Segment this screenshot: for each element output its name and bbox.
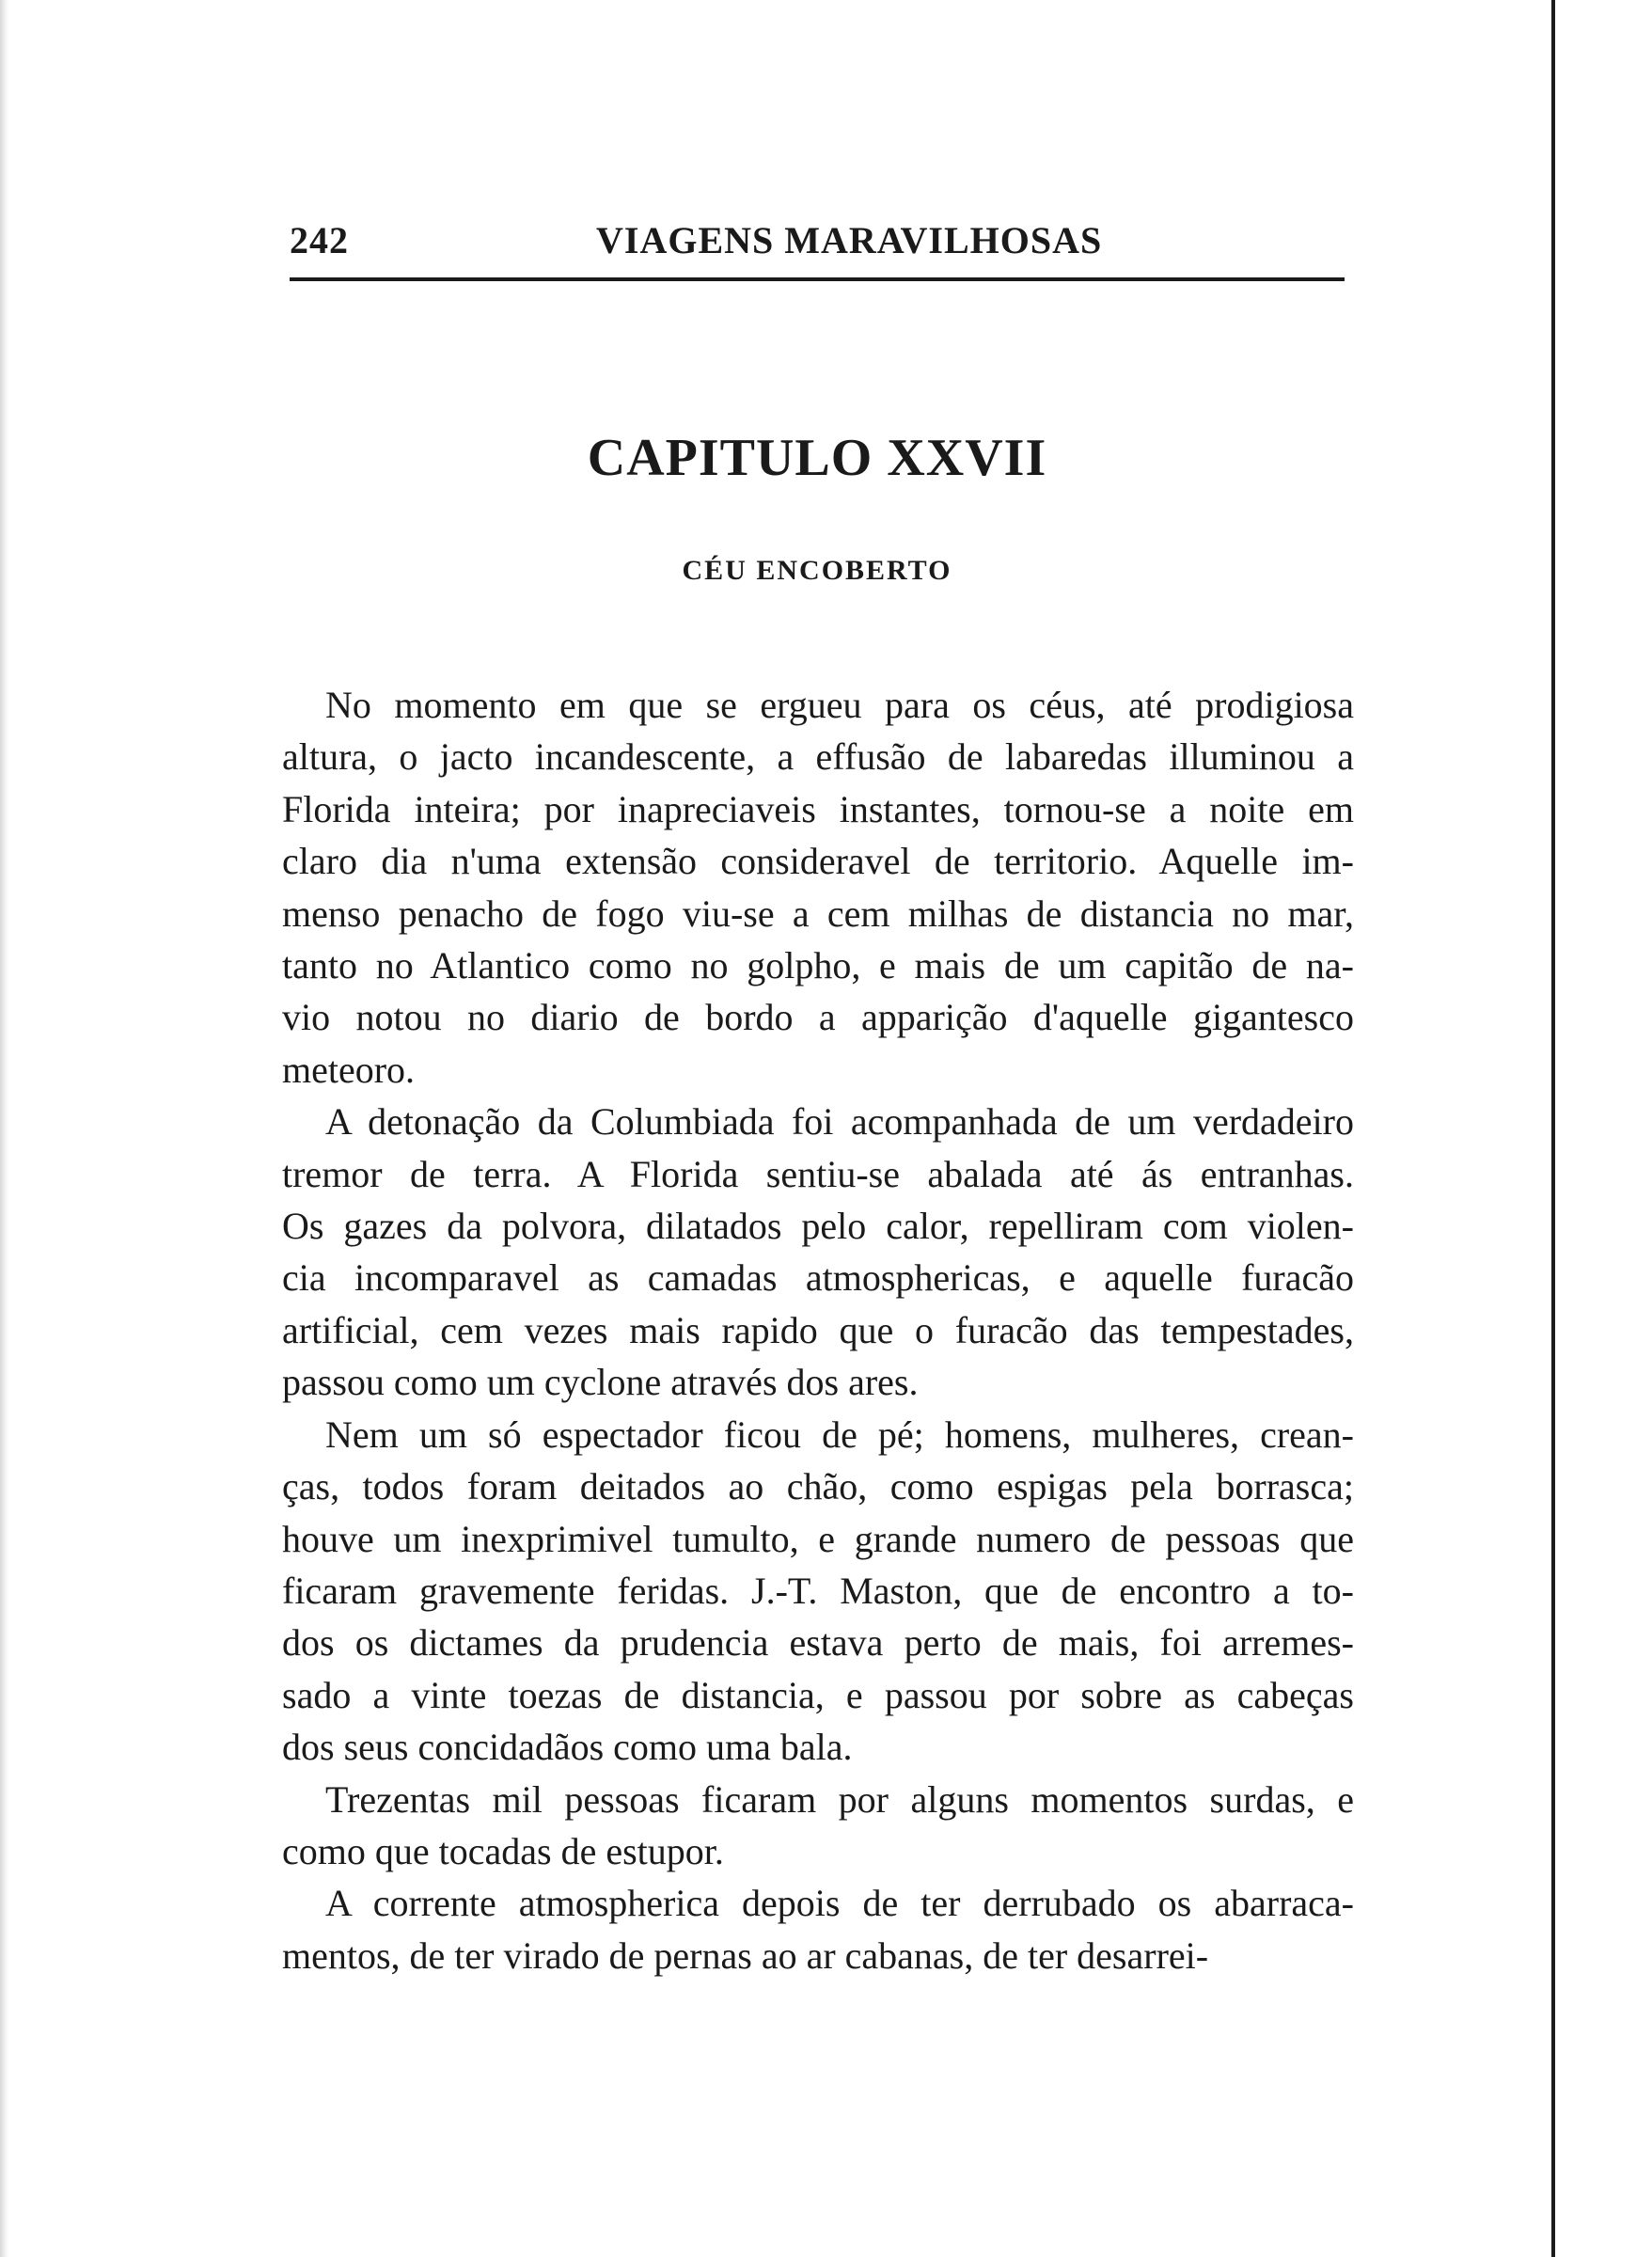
text-line: A detonação da Columbiada foi acompanhada de um verdadeiro [325, 1100, 1354, 1144]
chapter-title: CAPITULO XXVII [587, 429, 1047, 487]
text-line: ças, todos foram deitados ao chão, como espigas pela borrasca; [282, 1465, 1354, 1508]
text-line: A corrente atmospherica depois de ter derrubado os abarraca- [325, 1882, 1354, 1925]
running-head [290, 218, 1363, 275]
text-line: cia incomparavel as camadas atmosphericas, e aquelle furacão [282, 1256, 1354, 1300]
text-line: houve um inexprimivel tumulto, e grande numero de pessoas que [282, 1517, 1354, 1560]
paragraph [282, 1409, 1354, 1774]
header-rule [290, 277, 1345, 281]
text-line: tanto no Atlantico como no golpho, e mais de um capitão de na- [282, 944, 1354, 987]
text-line: Florida inteira; por inapreciaveis instantes, tornou-se a noite em [282, 787, 1354, 830]
running-title: VIAGENS MARAVILHOSAS [596, 219, 1103, 261]
paragraph [282, 1096, 1354, 1408]
text-line: Os gazes da polvora, dilatados pelo calor, repelliram com violen- [282, 1205, 1354, 1248]
text-line: ficaram gravemente feridas. J.-T. Maston, que de encontro a to- [282, 1569, 1354, 1612]
text-line: dos seus concidadãos como uma bala. [282, 1726, 853, 1769]
text-line: claro dia n'uma extensão consideravel de territorio. Aquelle im- [282, 840, 1354, 883]
page-number: 242 [290, 219, 349, 261]
text-line: Nem um só espectador ficou de pé; homens, mulheres, crean- [325, 1413, 1354, 1456]
text-line: sado a vinte toezas de distancia, e passou por sobre as cabeças [282, 1673, 1354, 1716]
text-line: Trezentas mil pessoas ficaram por alguns momentos surdas, e [325, 1777, 1354, 1821]
text-line: tremor de terra. A Florida sentiu-se abalada até ás entranhas. [282, 1152, 1354, 1195]
text-line: passou como um cyclone através dos ares. [282, 1361, 919, 1404]
chapter-subtitle: CÉU ENCOBERTO [682, 555, 952, 586]
text-line: artificial, cem vezes mais rapido que o furacão das tempestades, [282, 1308, 1354, 1351]
text-line: menso penacho de fogo viu-se a cem milhas de distancia no mar, [282, 892, 1354, 935]
page-edge [1551, 0, 1555, 2257]
text-line: mentos, de ter virado de pernas ao ar cabanas, de ter desarrei- [282, 1933, 1209, 1977]
paragraph [282, 1877, 1354, 1981]
binding-gutter [0, 0, 9, 2257]
text-line: dos os dictames da prudencia estava perto de mais, foi arremes- [282, 1621, 1354, 1665]
paragraph [282, 1774, 1354, 1878]
text-line: No momento em que se ergueu para os céus, até prodigiosa [325, 684, 1354, 726]
text-line: vio notou no diario de bordo a apparição d'aquelle gigantesco [282, 996, 1354, 1039]
text-line: altura, o jacto incandescente, a effusão de labaredas illuminou a [282, 735, 1354, 779]
text-line: meteoro. [282, 1048, 416, 1091]
text-line: como que tocadas de estupor. [282, 1829, 724, 1872]
paragraph [282, 679, 1354, 1096]
body-text [282, 679, 1354, 1981]
